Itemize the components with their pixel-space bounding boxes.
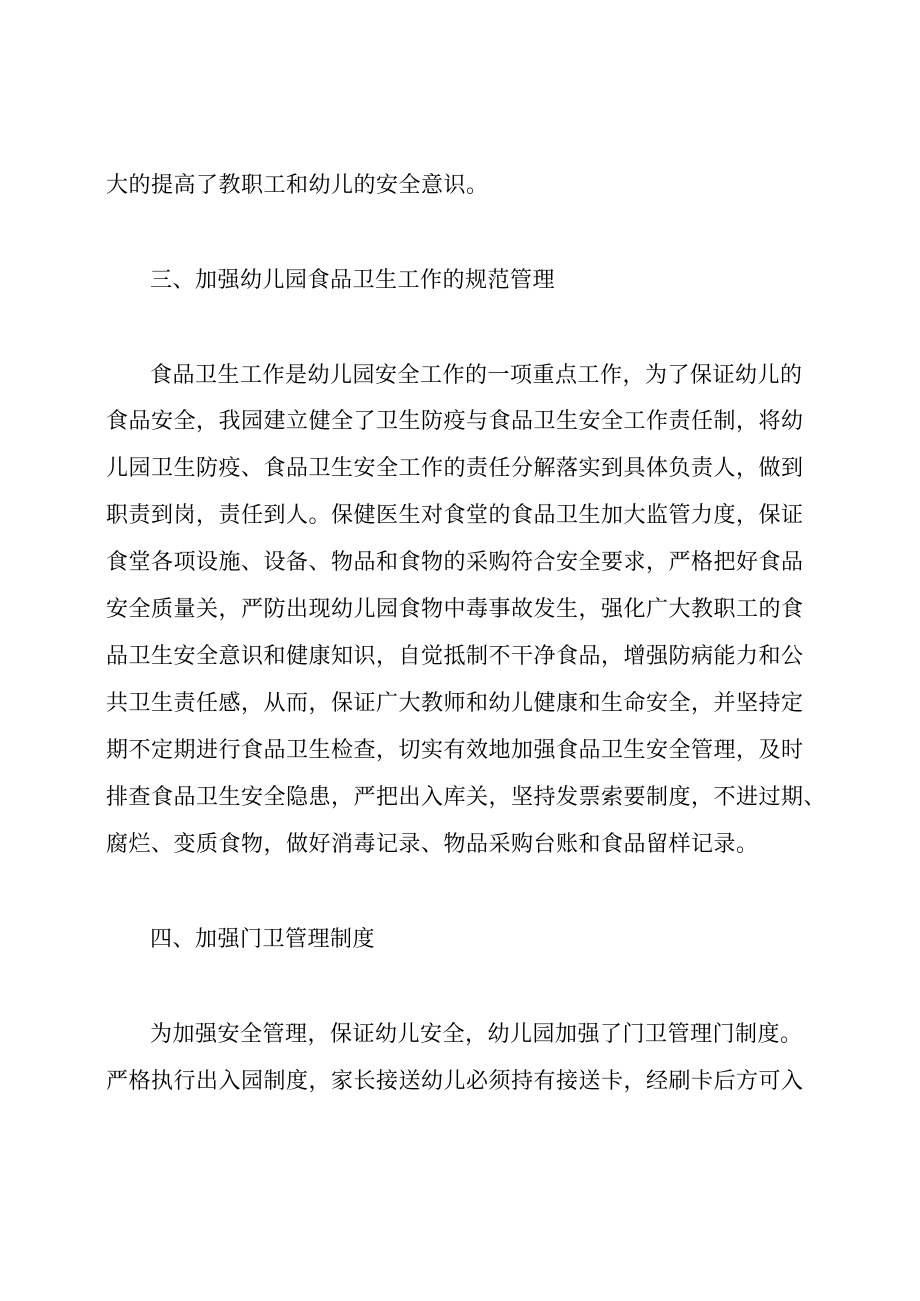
food-hygiene-paragraph-line-1: 食品卫生工作是幼儿园安全工作的一项重点工作，为了保证幼儿的 [150,363,803,388]
section-heading-3: 三、加强幼儿园食品卫生工作的规范管理 [150,268,556,293]
food-hygiene-paragraph-line-5: 食堂各项设施、设备、物品和食物的采购符合安全要求，严格把好食品 [106,550,804,575]
paragraph-continuation-line: 大的提高了教职工和幼儿的安全意识。 [106,173,489,198]
food-hygiene-paragraph-line-9: 期不定期进行食品卫生检查，切实有效地加强食品卫生安全管理，及时 [106,738,804,763]
food-hygiene-paragraph-line-3: 儿园卫生防疫、食品卫生安全工作的责任分解落实到具体负责人，做到 [106,456,804,481]
food-hygiene-paragraph-line-11: 腐烂、变质食物，做好消毒记录、物品采购台账和食品留样记录。 [106,832,759,857]
gate-management-paragraph-line-2: 严格执行出入园制度，家长接送幼儿必须持有接送卡，经刷卡后方可入 [106,1069,804,1094]
gate-management-paragraph-line-1: 为加强安全管理，保证幼儿安全，幼儿园加强了门卫管理门制度。 [150,1022,803,1047]
food-hygiene-paragraph-line-6: 安全质量关，严防出现幼儿园食物中毒事故发生，强化广大教职工的食 [106,597,804,622]
food-hygiene-paragraph-line-7: 品卫生安全意识和健康知识，自觉抵制不干净食品，增强防病能力和公 [106,644,804,669]
food-hygiene-paragraph-line-4: 职责到岗，责任到人。保健医生对食堂的食品卫生加大监管力度，保证 [106,503,804,528]
food-hygiene-paragraph-line-10: 排查食品卫生安全隐患，严把出入库关，坚持发票索要制度，不进过期、 [106,785,827,810]
food-hygiene-paragraph-line-8: 共卫生责任感，从而，保证广大教师和幼儿健康和生命安全，并坚持定 [106,691,804,716]
section-heading-4: 四、加强门卫管理制度 [150,927,376,952]
food-hygiene-paragraph-line-2: 食品安全，我园建立健全了卫生防疫与食品卫生安全工作责任制，将幼 [106,409,804,434]
